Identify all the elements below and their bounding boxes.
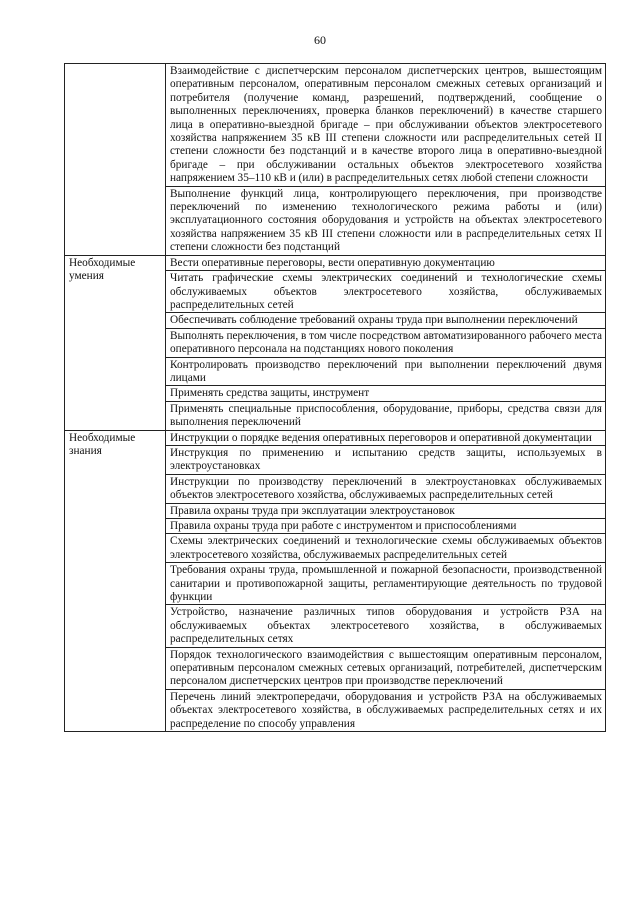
row-text: Устройство, назначение различных типов оборудования и устройств РЗА на обслуживаемых объектах электросетевого хозяйства, в обслуживаемых распределительных сетях [166, 605, 606, 647]
row-text: Выполнять переключения, в том числе посредством автоматизированного рабочего места оперативного персонала на подстанциях нового поколения [166, 328, 606, 357]
row-text: Схемы электрических соединений и технологические схемы обслуживаемых объектов электросетевого хозяйства, обслуживаемых распределительных сетей [166, 534, 606, 563]
table-row [65, 430, 606, 445]
section-label-skills: Необходимые умения [65, 255, 166, 430]
table-row [65, 255, 606, 270]
row-text: Выполнение функций лица, контролирующего переключения, при производстве переключений по изменению технологического режима работы и (или) эксплуатационного состояния оборудования и устройств на объектах электросетевого хозяйства напряжением 35 кВ III степени сложности или в распределительных сетях II степени сложности без подстанций [166, 186, 606, 255]
section-label-knowledge: Необходимые знания [65, 430, 166, 732]
row-text: Взаимодействие с диспетчерским персоналом диспетчерских центров, вышестоящим оперативным персоналом, оперативным персоналом смежных сетевых организаций и потребителя (получение команд, разрешений, подтверждений, сообщение о выполненных переключениях, проверка бланков переключений) в качестве старшего лица в оперативно-выездной бригаде – при обслуживании объектов электросетевого хозяйства напряжением 35 кВ III степени сложности или распределительных сетей II степени сложности без подстанций и в качестве второго лица в оперативно-выездной бригаде – при обслуживании остальных объектов электросетевого хозяйства напряжением 35–110 кВ и (или) в распределительных сетях любой степени сложности [166, 64, 606, 187]
row-text: Инструкции о порядке ведения оперативных переговоров и оперативной документации [166, 430, 606, 445]
row-text: Правила охраны труда при эксплуатации электроустановок [166, 503, 606, 518]
row-text: Обеспечивать соблюдение требований охраны труда при выполнении переключений [166, 313, 606, 328]
row-text: Применять специальные приспособления, оборудование, приборы, средства связи для выполнения переключений [166, 401, 606, 430]
row-text: Требования охраны труда, промышленной и пожарной безопасности, производственной санитарии и противопожарной защиты, регламентирующие деятельность по трудовой функции [166, 563, 606, 605]
competency-table [64, 63, 606, 732]
row-text: Инструкции по производству переключений в электроустановках обслуживаемых объектов электросетевого хозяйства, обслуживаемых распределительных сетей [166, 474, 606, 503]
row-text: Перечень линий электропередачи, оборудования и устройств РЗА на обслуживаемых объектах электросетевого хозяйства, в обслуживаемых распределительных сетях и их распределение по способу управления [166, 689, 606, 731]
row-text: Правила охраны труда при работе с инструментом и приспособлениями [166, 519, 606, 534]
table-row [65, 64, 606, 187]
row-text: Читать графические схемы электрических соединений и технологические схемы обслуживаемых объектов электросетевого хозяйства, обслуживаемых распределительных сетей [166, 271, 606, 313]
row-text: Инструкция по применению и испытанию средств защиты, используемых в электроустановках [166, 445, 606, 474]
section-label-continued [65, 64, 166, 256]
row-text: Вести оперативные переговоры, вести оперативную документацию [166, 255, 606, 270]
page-number: 60 [314, 33, 326, 47]
row-text: Контролировать производство переключений при выполнении переключений двумя лицами [166, 357, 606, 386]
row-text: Порядок технологического взаимодействия с вышестоящим оперативным персоналом, оперативным персоналом смежных сетевых организаций, потребителей, диспетчерским персоналом диспетчерских центров при производстве переключений [166, 647, 606, 689]
row-text: Применять средства защиты, инструмент [166, 386, 606, 401]
